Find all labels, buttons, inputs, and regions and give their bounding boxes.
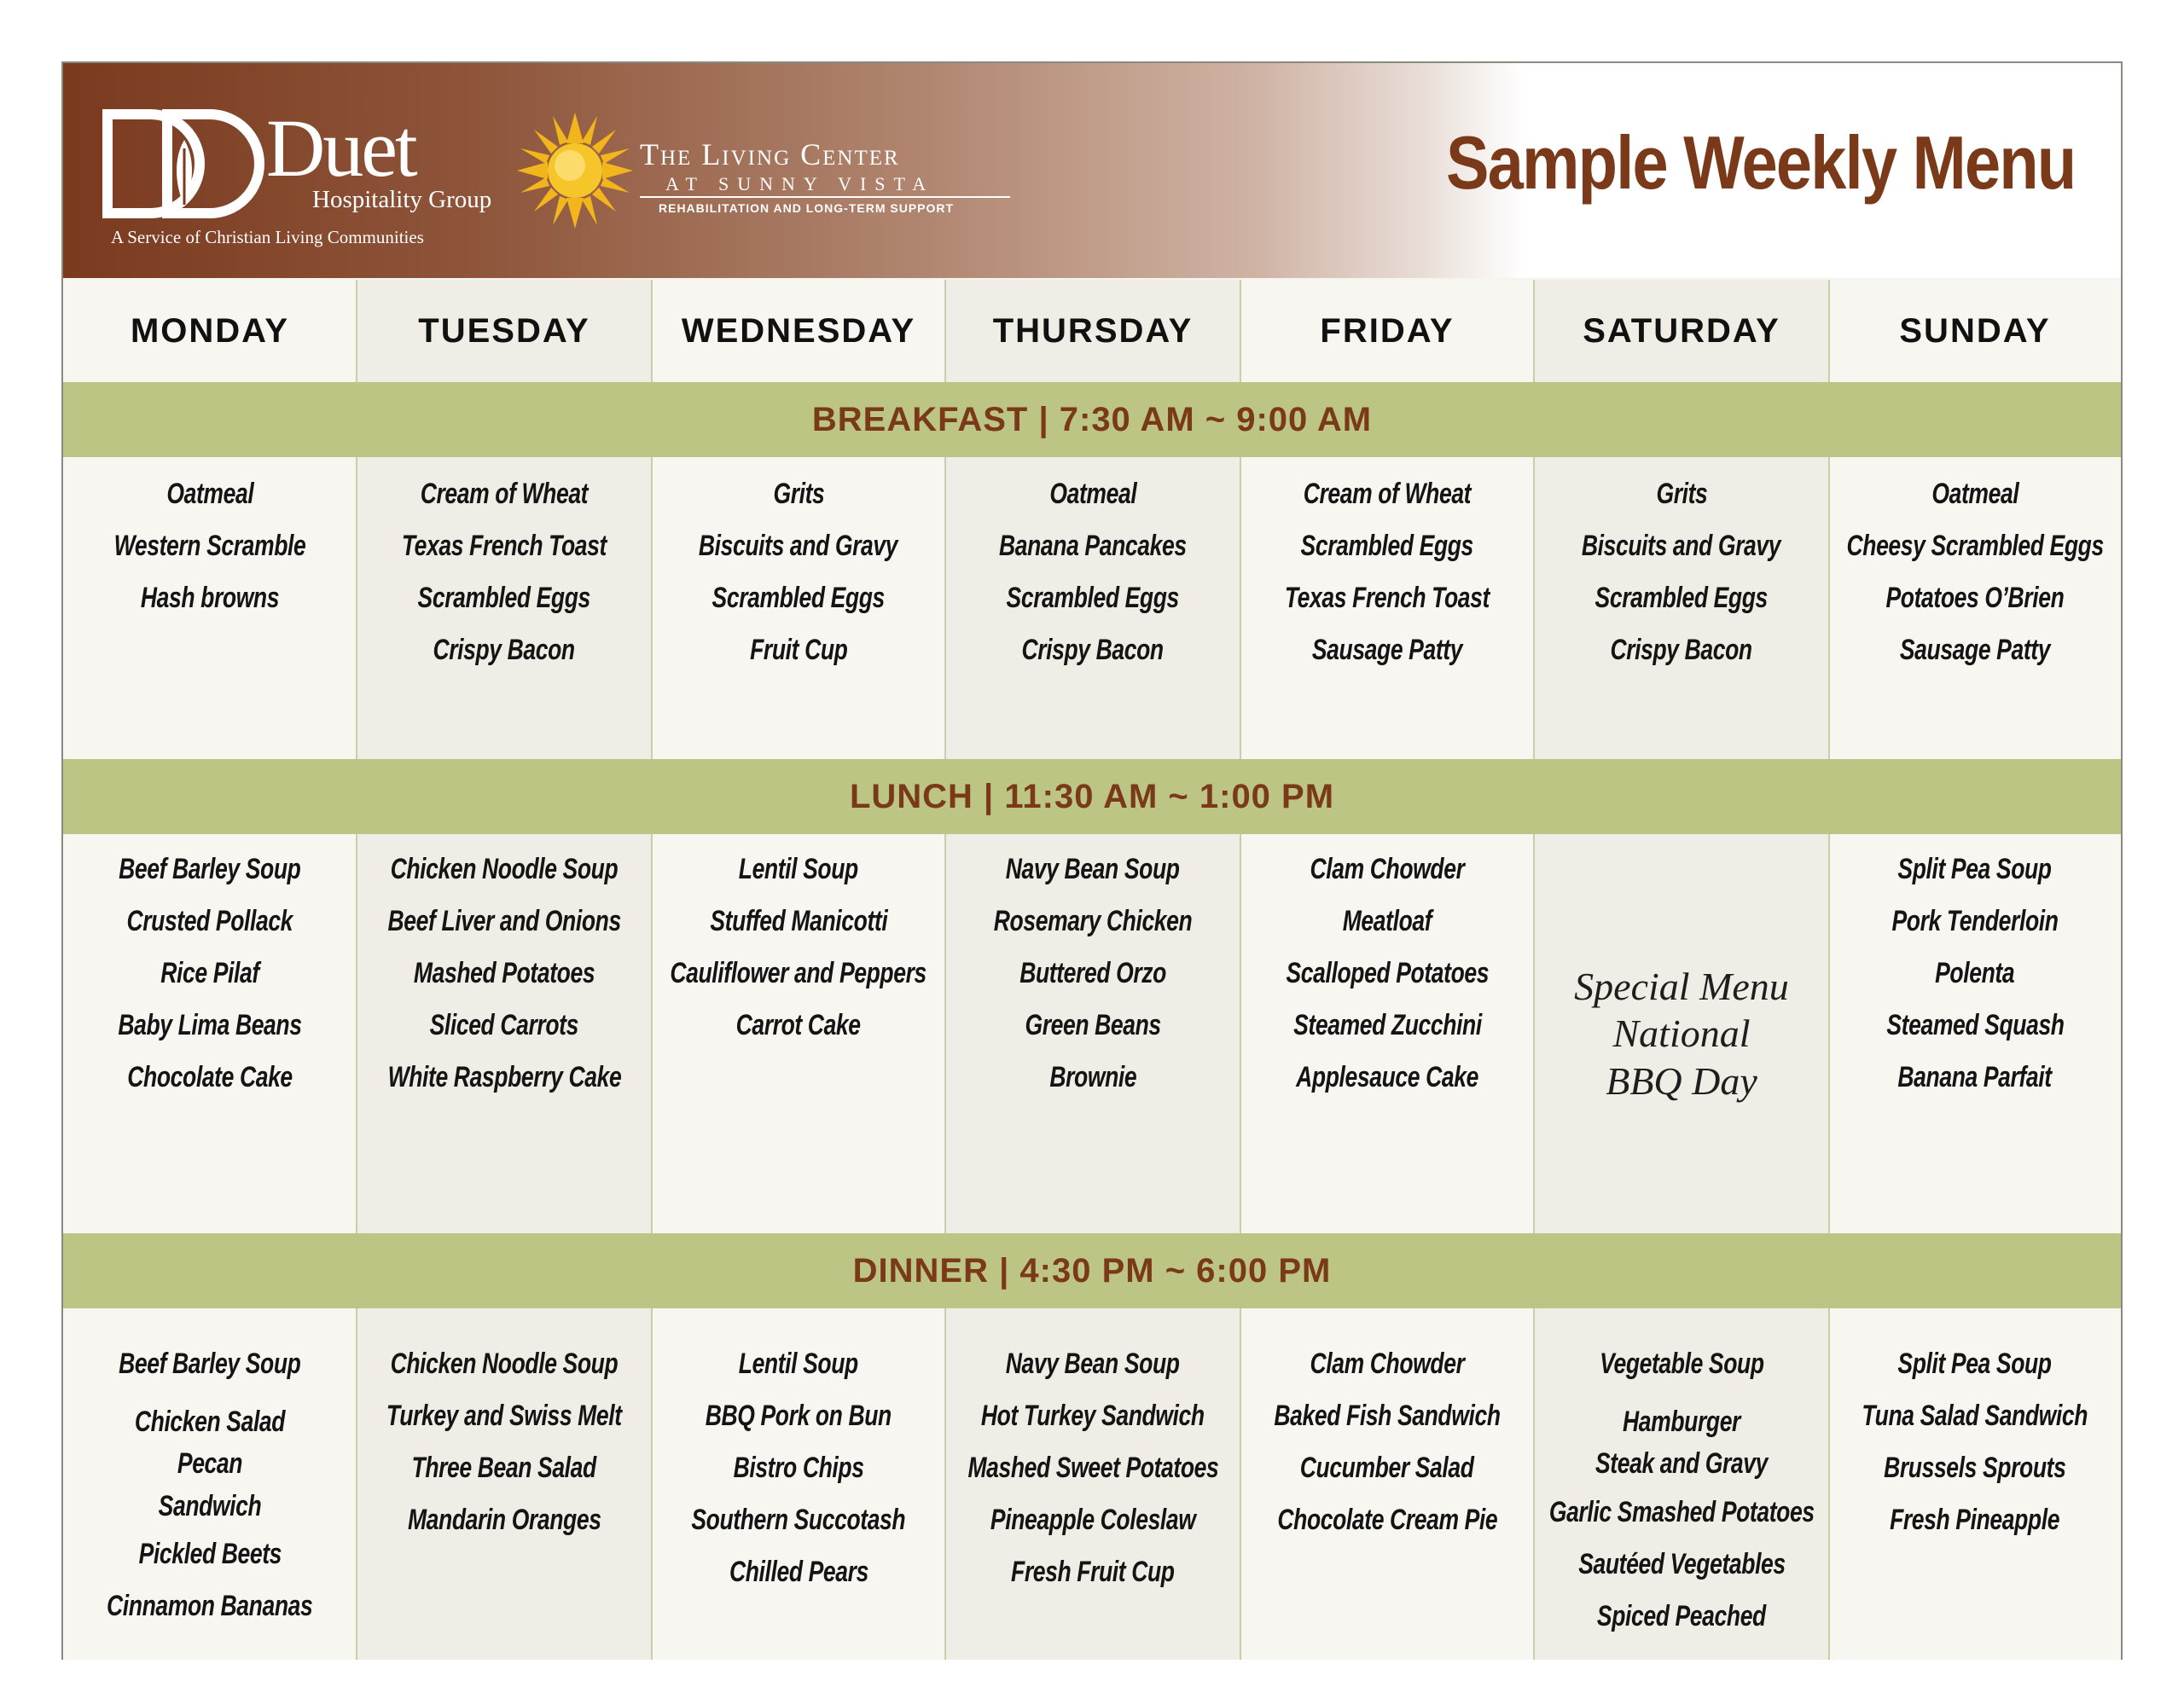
menu-item: Southern Succotash (691, 1504, 906, 1536)
menu-item: Hot Turkey Sandwich (981, 1400, 1205, 1432)
facility-location: AT SUNNY VISTA (665, 173, 935, 194)
menu-item: Oatmeal (1049, 478, 1136, 510)
menu-item: Cucumber Salad (1300, 1452, 1474, 1484)
lunch-cell-thursday (945, 855, 1240, 1233)
special-menu-line: Special Menu (1574, 965, 1789, 1009)
day-header-sunday: SUNDAY (1899, 311, 2051, 350)
menu-item: Stuffed Manicotti (710, 905, 887, 937)
menu-item: Rice Pilaf (160, 957, 259, 989)
breakfast-cell-monday (63, 479, 357, 759)
menu-item: Crusted Pollack (126, 905, 293, 937)
day-header-monday: MONDAY (130, 311, 290, 350)
menu-item: Brownie (1049, 1061, 1136, 1093)
lunch-bar: LUNCH | 11:30 AM ~ 1:00 PM (63, 759, 2121, 834)
menu-item: Sausage Patty (1311, 634, 1463, 666)
menu-item: Crispy Bacon (1610, 634, 1753, 666)
dinner-bar: DINNER | 4:30 PM ~ 6:00 PM (63, 1233, 2121, 1308)
menu-item: Rosemary Chicken (993, 905, 1193, 937)
menu-item: Baby Lima Beans (118, 1009, 302, 1041)
menu-item: Cream of Wheat (1303, 478, 1472, 510)
menu-item: Scrambled Eggs (1006, 582, 1180, 614)
breakfast-cell-thursday (945, 479, 1240, 759)
menu-item: Green Beans (1025, 1009, 1161, 1041)
menu-item: Mashed Sweet Potatoes (967, 1452, 1218, 1484)
menu-item: Beef Liver and Onions (387, 905, 621, 937)
menu-item: Vegetable Soup (1599, 1348, 1764, 1380)
menu-item: Crispy Bacon (433, 634, 576, 666)
menu-item: Scrambled Eggs (1594, 582, 1769, 614)
menu-item: Fruit Cup (749, 634, 848, 666)
menu-item: Texas French Toast (1284, 582, 1490, 614)
menu-item: Oatmeal (166, 478, 253, 510)
menu-item: Lentil Soup (738, 853, 859, 885)
menu-item: Mandarin Oranges (407, 1504, 601, 1536)
menu-item: Spiced Peached (1597, 1599, 1766, 1632)
menu-item: Cheesy Scrambled Eggs (1846, 530, 2104, 562)
dinner-cell-wednesday (652, 1349, 945, 1660)
menu-item: Clam Chowder (1310, 853, 1465, 885)
menu-sheet (61, 61, 2123, 1660)
dinner-cell-friday (1240, 1349, 1534, 1660)
special-menu-line: National (1612, 1012, 1751, 1056)
menu-item: Mashed Potatoes (413, 957, 595, 989)
menu-item: Oatmeal (1931, 478, 2018, 510)
menu-item: Hash browns (140, 582, 280, 614)
menu-item: Navy Bean Soup (1006, 853, 1180, 885)
menu-item: Chocolate Cream Pie (1277, 1504, 1497, 1536)
dinner-cell-sunday (1829, 1349, 2121, 1660)
menu-item: Steamed Squash (1885, 1009, 2065, 1041)
duet-logo (99, 102, 508, 268)
facility-name: The Living Center (640, 137, 900, 171)
menu-item: Texas French Toast (401, 530, 607, 562)
duet-monogram-icon (99, 106, 270, 225)
menu-item: Split Pea Soup (1897, 853, 2053, 885)
menu-item: Scrambled Eggs (1300, 530, 1474, 562)
menu-item: Turkey and Swiss Melt (386, 1400, 622, 1432)
org-tagline: A Service of Christian Living Communities (111, 227, 424, 247)
menu-item: Chicken Noodle Soup (390, 1348, 619, 1380)
lunch-cell-monday (63, 855, 357, 1233)
menu-item: BBQ Pork on Bun (705, 1400, 892, 1432)
day-header-tuesday: TUESDAY (418, 311, 590, 350)
dinner-cell-tuesday (357, 1349, 652, 1660)
menu-item: Scalloped Potatoes (1286, 957, 1489, 989)
sun-icon (515, 111, 635, 230)
menu-item: Grits (1656, 478, 1707, 510)
menu-item: Grits (773, 478, 824, 510)
menu-item: Steamed Zucchini (1292, 1009, 1482, 1041)
menu-item: Pineapple Coleslaw (990, 1504, 1196, 1536)
menu-item: Western Scramble (113, 530, 306, 562)
menu-item: Beef Barley Soup (119, 853, 301, 885)
lunch-cell-tuesday (357, 855, 652, 1233)
menu-item: Potatoes O’Brien (1885, 582, 2065, 614)
page-title: Sample Weekly Menu (1445, 120, 2075, 205)
day-header-thursday: THURSDAY (992, 311, 1194, 350)
menu-item: Crispy Bacon (1021, 634, 1165, 666)
special-menu-line: BBQ Day (1606, 1058, 1757, 1103)
menu-item: Banana Parfait (1897, 1061, 2053, 1093)
breakfast-cell-wednesday (652, 479, 945, 759)
dinner-cell-monday (63, 1349, 357, 1660)
breakfast-cell-sunday (1829, 479, 2121, 759)
menu-item: Cauliflower and Peppers (670, 957, 927, 989)
menu-item: Scrambled Eggs (712, 582, 886, 614)
lunch-cell-sunday (1829, 855, 2121, 1233)
menu-item: Banana Pancakes (999, 530, 1187, 562)
menu-item: Bistro Chips (733, 1452, 864, 1484)
day-header-wednesday: WEDNESDAY (681, 311, 916, 350)
menu-item: Biscuits and Gravy (1582, 530, 1781, 562)
menu-item: Chicken Salad Pecan Sandwich (134, 1406, 286, 1522)
org-subtitle: Hospitality Group (312, 186, 492, 213)
menu-item: Chilled Pears (729, 1556, 868, 1588)
day-header-row (63, 280, 2121, 382)
header-banner (63, 63, 2121, 278)
day-header-saturday: SATURDAY (1583, 311, 1780, 350)
breakfast-bar: BREAKFAST | 7:30 AM ~ 9:00 AM (63, 382, 2121, 457)
lunch-cell-friday (1240, 855, 1534, 1233)
menu-item: Tuna Salad Sandwich (1862, 1400, 2088, 1432)
menu-item: Buttered Orzo (1019, 957, 1166, 989)
menu-item: Fresh Pineapple (1890, 1504, 2060, 1536)
menu-item: Sausage Patty (1899, 634, 2051, 666)
menu-item: Chicken Noodle Soup (390, 853, 619, 885)
menu-item: Sliced Carrots (429, 1009, 579, 1041)
menu-item: Sautéed Vegetables (1577, 1547, 1786, 1580)
dinner-cell-thursday (945, 1349, 1240, 1660)
menu-item: Carrot Cake (735, 1009, 862, 1041)
menu-item: Pork Tenderloin (1891, 905, 2059, 937)
menu-item: Clam Chowder (1310, 1348, 1465, 1380)
menu-item: Fresh Fruit Cup (1011, 1556, 1175, 1588)
menu-item: Chocolate Cake (127, 1061, 293, 1093)
menu-item: Meatloaf (1342, 905, 1432, 937)
menu-item: Beef Barley Soup (119, 1348, 301, 1380)
breakfast-cell-saturday (1534, 479, 1829, 759)
menu-item: Pickled Beets (138, 1537, 282, 1570)
menu-item: Lentil Soup (738, 1348, 859, 1380)
menu-item: Baked Fish Sandwich (1274, 1400, 1501, 1432)
menu-item: Hamburger Steak and Gravy (1594, 1406, 1768, 1481)
dinner-cell-saturday (1534, 1349, 1829, 1660)
menu-item: Scrambled Eggs (417, 582, 591, 614)
menu-item: White Raspberry Cake (387, 1061, 621, 1093)
lunch-cell-wednesday (652, 855, 945, 1233)
breakfast-cell-friday (1240, 479, 1534, 759)
menu-item: Biscuits and Gravy (699, 530, 898, 562)
menu-item: Garlic Smashed Potatoes (1548, 1495, 1815, 1528)
breakfast-cell-tuesday (357, 479, 652, 759)
org-name: Duet (266, 102, 415, 194)
menu-item: Three Bean Salad (411, 1452, 597, 1484)
menu-item: Split Pea Soup (1897, 1348, 2053, 1380)
facility-tagline: REHABILITATION AND LONG-TERM SUPPORT (659, 201, 955, 215)
menu-item: Polenta (1935, 957, 2015, 989)
facility-divider (640, 196, 1010, 198)
saturday-lunch-special (1534, 834, 1829, 1233)
menu-item: Brussels Sprouts (1884, 1452, 2066, 1484)
day-header-friday: FRIDAY (1320, 311, 1455, 350)
menu-item: Applesauce Cake (1296, 1061, 1478, 1093)
menu-item: Navy Bean Soup (1006, 1348, 1180, 1380)
menu-item: Cream of Wheat (420, 478, 589, 510)
menu-item: Cinnamon Bananas (107, 1589, 313, 1622)
